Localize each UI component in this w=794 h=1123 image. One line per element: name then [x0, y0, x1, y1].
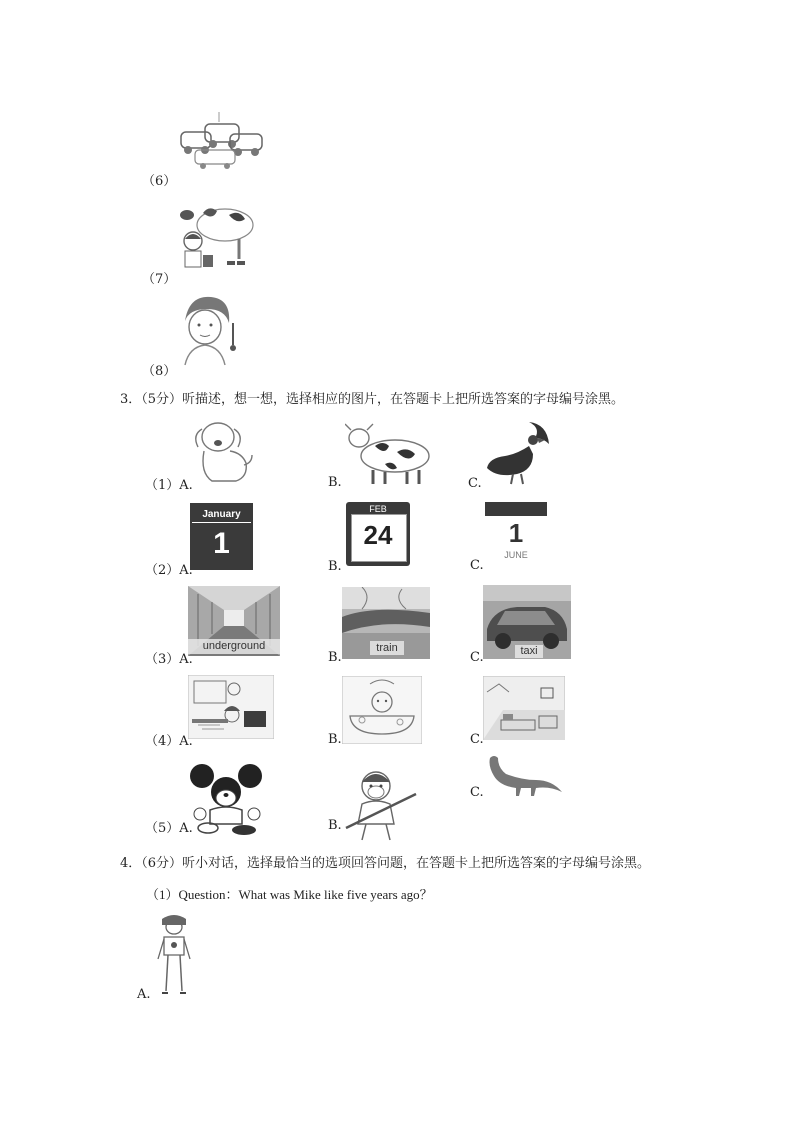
q3-1-b-label: B. [328, 475, 342, 490]
calendar-c-day: 1 [508, 518, 524, 548]
q3-2-label: （2）A. [145, 563, 193, 578]
study-room-picture [188, 675, 274, 739]
item-6-label: （6） [142, 174, 177, 189]
train-photo [342, 587, 430, 659]
underground-caption: underground [188, 639, 280, 654]
q4-1-option-a-label: A. [137, 987, 151, 1002]
calendar-b-day: 24 [363, 520, 393, 550]
calendar-a-day: 1 [213, 527, 230, 560]
q3-5-label: （5）A. [145, 821, 193, 836]
tall-thin-boy-picture [152, 913, 196, 997]
taxi-caption: taxi [515, 645, 543, 658]
calendar-a-month: January [202, 509, 241, 520]
q3-3-c-label: C. [470, 650, 484, 665]
q3-2-c-label: C. [470, 558, 484, 573]
q3-5-b-label: B. [328, 818, 342, 833]
q3-3-label: （3）A. [145, 652, 193, 667]
train-caption: train [370, 641, 404, 655]
traffic-jam-picture [175, 110, 267, 172]
q3-4-label: （4）A. [145, 734, 193, 749]
monkey-king-picture [342, 764, 420, 846]
living-room-picture [483, 676, 565, 740]
calendar-june-icon [485, 502, 547, 566]
q3-3-b-label: B. [328, 650, 342, 665]
calendar-c-month: JUNE [504, 550, 528, 560]
calendar-b-month: FEB [369, 504, 387, 514]
item-7-label: （7） [142, 272, 177, 287]
sick-girl-thermometer-picture [177, 293, 243, 367]
q3-1-label: （1）A. [145, 478, 193, 493]
q4-1-number: （1） [146, 887, 179, 902]
taxi-photo [483, 585, 571, 659]
boy-milking-cow-picture [175, 195, 257, 275]
rooster-icon [483, 418, 555, 486]
section-4-stem: 4．（6分）听小对话，选择最恰当的选项回答问题，在答题卡上把所选答案的字母编号涂黑。 [120, 856, 651, 871]
bathroom-picture [342, 676, 422, 744]
q3-1-c-label: C. [468, 476, 482, 491]
section-3-stem: 3．（5分）听描述，想一想，选择相应的图片，在答题卡上把所选答案的字母编号涂黑。 [120, 392, 625, 407]
mickey-mouse-picture [188, 762, 264, 840]
q4-1-question [146, 884, 433, 903]
calendar-january-icon [190, 503, 253, 570]
q3-2-b-label: B. [328, 559, 342, 574]
calendar-feb-icon [346, 502, 410, 566]
dinosaur-picture [484, 752, 564, 798]
q3-4-b-label: B. [328, 732, 342, 747]
item-8-label: （8） [142, 364, 177, 379]
q4-1-text: Question：What was Mike like five years ago？ [178, 887, 433, 902]
underground-photo [188, 586, 280, 656]
q3-5-c-label: C. [470, 785, 484, 800]
dog-icon [188, 417, 254, 487]
q3-4-c-label: C. [470, 732, 484, 747]
cow-icon [345, 420, 435, 488]
